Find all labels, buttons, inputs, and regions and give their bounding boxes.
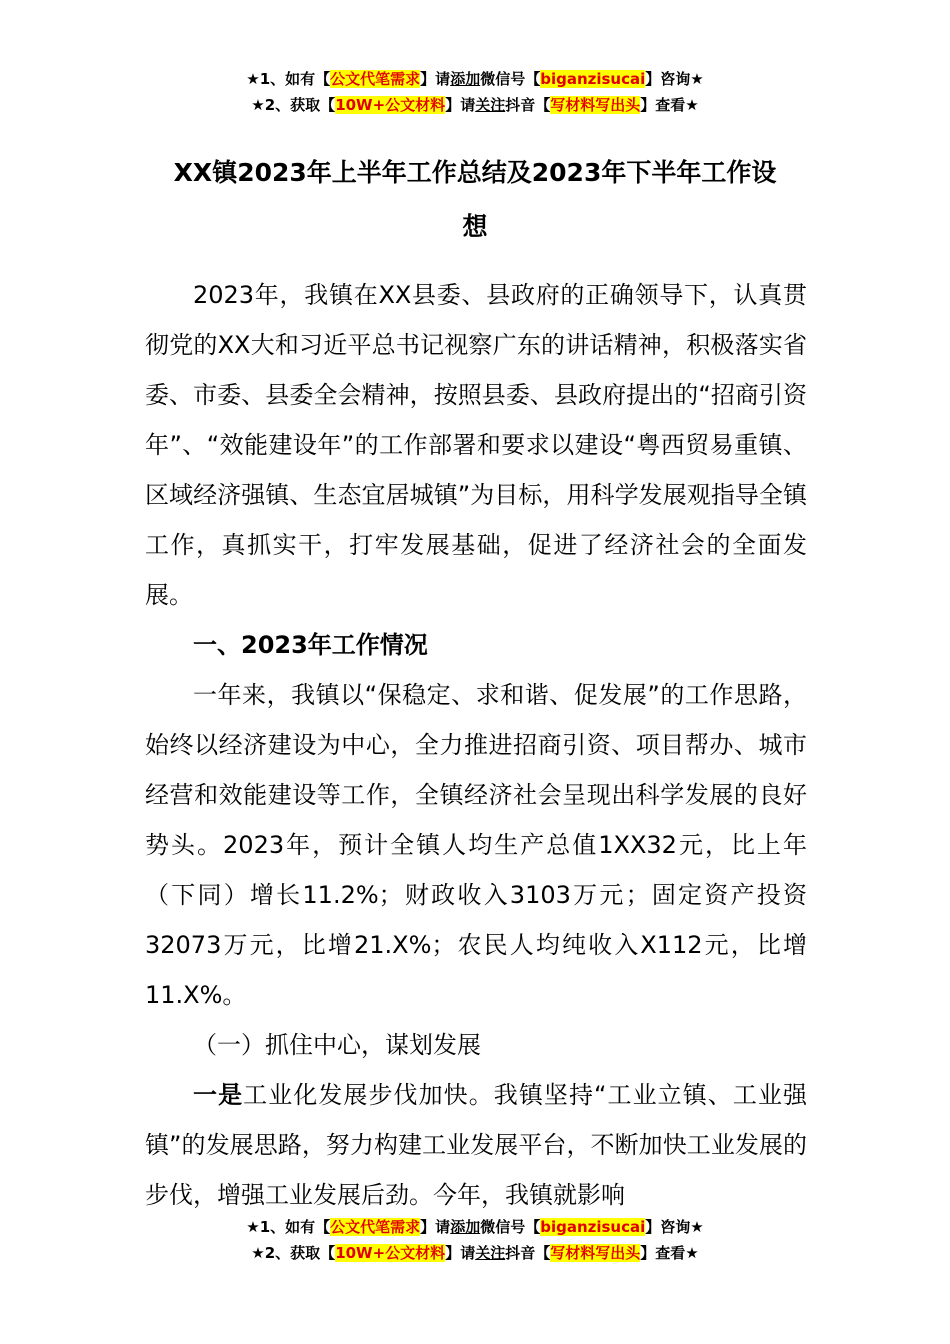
highlight-service: 公文代笔需求	[330, 1218, 421, 1236]
highlight-materials: 10W+公文材料	[335, 1244, 446, 1262]
section-paragraph: 一年来，我镇以“保稳定、求和谐、促发展”的工作思路，始终以经济建设为中心，全力推进招商引资、项目帮办、城市经营和效能建设等工作，全镇经济社会呈现出科学发展的良好势头。2023年，预计全镇人均生产总值1XX32元，比上年（下同）增长11.2%；财政收入3103万元；固定资产投资32073万元，比增21.X%；农民人均纯收入X112元，比增11.X%。	[145, 681, 807, 1009]
highlight-wechat-id: biganzisucai	[540, 1218, 646, 1236]
highlight-wechat-id: biganzisucai	[540, 70, 646, 88]
subsection-heading: （一）抓住中心，谋划发展	[193, 1031, 481, 1059]
banner-line-1: ★1、如有【公文代笔需求】请添加微信号【biganzisucai】咨询★	[246, 70, 704, 88]
section-heading: 一、2023年工作情况	[193, 631, 428, 659]
point-lead: 一是	[193, 1081, 244, 1109]
point-paragraph	[145, 1070, 807, 1220]
highlight-materials: 10W+公文材料	[335, 96, 446, 114]
footer-banner	[0, 1214, 950, 1266]
highlight-douyin: 写材料写出头	[550, 96, 641, 114]
point-text: 工业化发展步伐加快。我镇坚持“工业立镇、工业强镇”的发展思路，努力构建工业发展平台，不断加快工业发展的步伐，增强工业发展后劲。今年，我镇就影响	[145, 1081, 808, 1209]
document-body	[145, 270, 807, 1220]
document-title: XX镇2023年上半年工作总结及2023年下半年工作设 想	[173, 158, 777, 241]
header-banner	[0, 66, 950, 118]
highlight-douyin: 写材料写出头	[550, 1244, 641, 1262]
banner-line-2: ★2、获取【10W+公文材料】请关注抖音【写材料写出头】查看★	[251, 96, 699, 114]
highlight-service: 公文代笔需求	[330, 70, 421, 88]
intro-paragraph: 2023年，我镇在XX县委、县政府的正确领导下，认真贯彻党的XX大和习近平总书记视察广东的讲话精神，积极落实省委、市委、县委全会精神，按照县委、县政府提出的“招商引资年”、“效能建设年”的工作部署和要求以建设“粤西贸易重镇、区域经济强镇、生态宜居城镇”为目标，用科学发展观指导全镇工作，真抓实干，打牢发展基础，促进了经济社会的全面发展。	[145, 281, 807, 609]
banner-line-2: ★2、获取【10W+公文材料】请关注抖音【写材料写出头】查看★	[251, 1244, 699, 1262]
banner-line-1: ★1、如有【公文代笔需求】请添加微信号【biganzisucai】咨询★	[246, 1218, 704, 1236]
